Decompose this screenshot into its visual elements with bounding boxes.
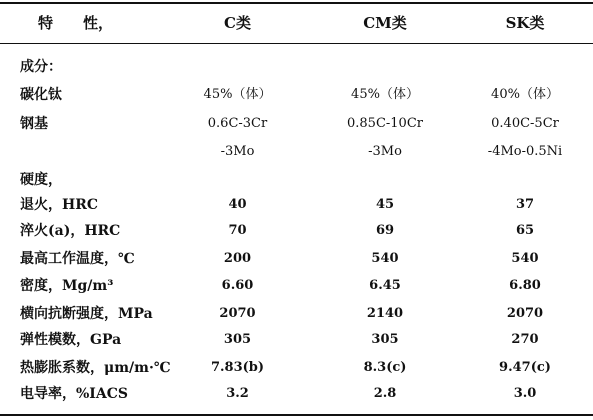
- header-c-class: C类: [224, 14, 251, 32]
- table-top-rule: [0, 2, 593, 4]
- section-hardness: 硬度，: [20, 172, 62, 188]
- row-label-conductivity: 电导率，%IACS: [20, 386, 128, 402]
- cell-steel2-sk: -4Mo-0.5Ni: [487, 144, 563, 159]
- cell-maxtemp-c: 200: [223, 251, 252, 266]
- cell-annealed-c: 40: [228, 197, 247, 212]
- header-property: 特 性，: [38, 14, 114, 32]
- cell-steel2-c: -3Mo: [220, 144, 255, 159]
- header-bottom-rule: [0, 43, 593, 44]
- row-label-steel-base: 钢基: [20, 116, 48, 132]
- cell-conductivity-c: 3.2: [226, 386, 249, 401]
- row-label-quenched: 淬火(a)，HRC: [20, 223, 121, 239]
- row-label-modulus: 弹性模数，GPa: [20, 332, 122, 348]
- table-bottom-rule: [0, 414, 593, 416]
- cell-annealed-cm: 45: [375, 197, 395, 212]
- cell-maxtemp-cm: 540: [371, 251, 399, 266]
- cell-tic-cm: 45%（体）: [351, 87, 419, 102]
- cell-quenched-c: 70: [228, 223, 247, 238]
- cell-steel2-cm: -3Mo: [368, 144, 402, 159]
- cell-maxtemp-sk: 540: [511, 251, 539, 266]
- section-composition: 成分：: [20, 59, 62, 75]
- cell-steel-cm: 0.85C-10Cr: [347, 116, 423, 131]
- cell-expansion-cm: 8.3(c): [363, 360, 407, 375]
- cell-annealed-sk: 37: [515, 197, 535, 212]
- cell-tensile-cm: 2140: [366, 306, 404, 321]
- row-label-annealed: 退火，HRC: [20, 197, 99, 213]
- header-cm-class: CM类: [363, 14, 407, 32]
- cell-density-c: 6.60: [221, 278, 254, 293]
- header-sk-class: SK类: [505, 14, 545, 32]
- cell-expansion-sk: 9.47(c): [499, 360, 551, 375]
- cell-modulus-c: 305: [223, 332, 252, 347]
- cell-modulus-cm: 305: [371, 332, 399, 347]
- cell-quenched-cm: 69: [375, 223, 395, 238]
- row-label-tic: 碳化钛: [20, 87, 62, 103]
- cell-modulus-sk: 270: [511, 332, 539, 347]
- cell-tensile-c: 2070: [219, 306, 256, 321]
- cell-quenched-sk: 65: [515, 223, 535, 238]
- cell-tic-sk: 40%（体）: [491, 87, 559, 102]
- cell-density-cm: 6.45: [369, 278, 401, 293]
- cell-tic-c: 45%（体）: [203, 87, 272, 102]
- cell-conductivity-cm: 2.8: [373, 386, 397, 401]
- cell-tensile-sk: 2070: [506, 306, 544, 321]
- cell-expansion-c: 7.83(b): [210, 360, 265, 375]
- cell-steel-sk: 0.40C-5Cr: [491, 116, 559, 131]
- row-label-max-temp: 最高工作温度，℃: [20, 251, 135, 267]
- cell-steel-c: 0.6C-3Cr: [207, 116, 268, 131]
- cell-density-sk: 6.80: [509, 278, 541, 293]
- row-label-density: 密度，Mg/m³: [20, 278, 114, 294]
- row-label-expansion: 热膨胀系数，μm/m·℃: [20, 360, 171, 376]
- row-label-tensile: 横向抗断强度，MPa: [20, 306, 153, 322]
- cell-conductivity-sk: 3.0: [513, 386, 537, 401]
